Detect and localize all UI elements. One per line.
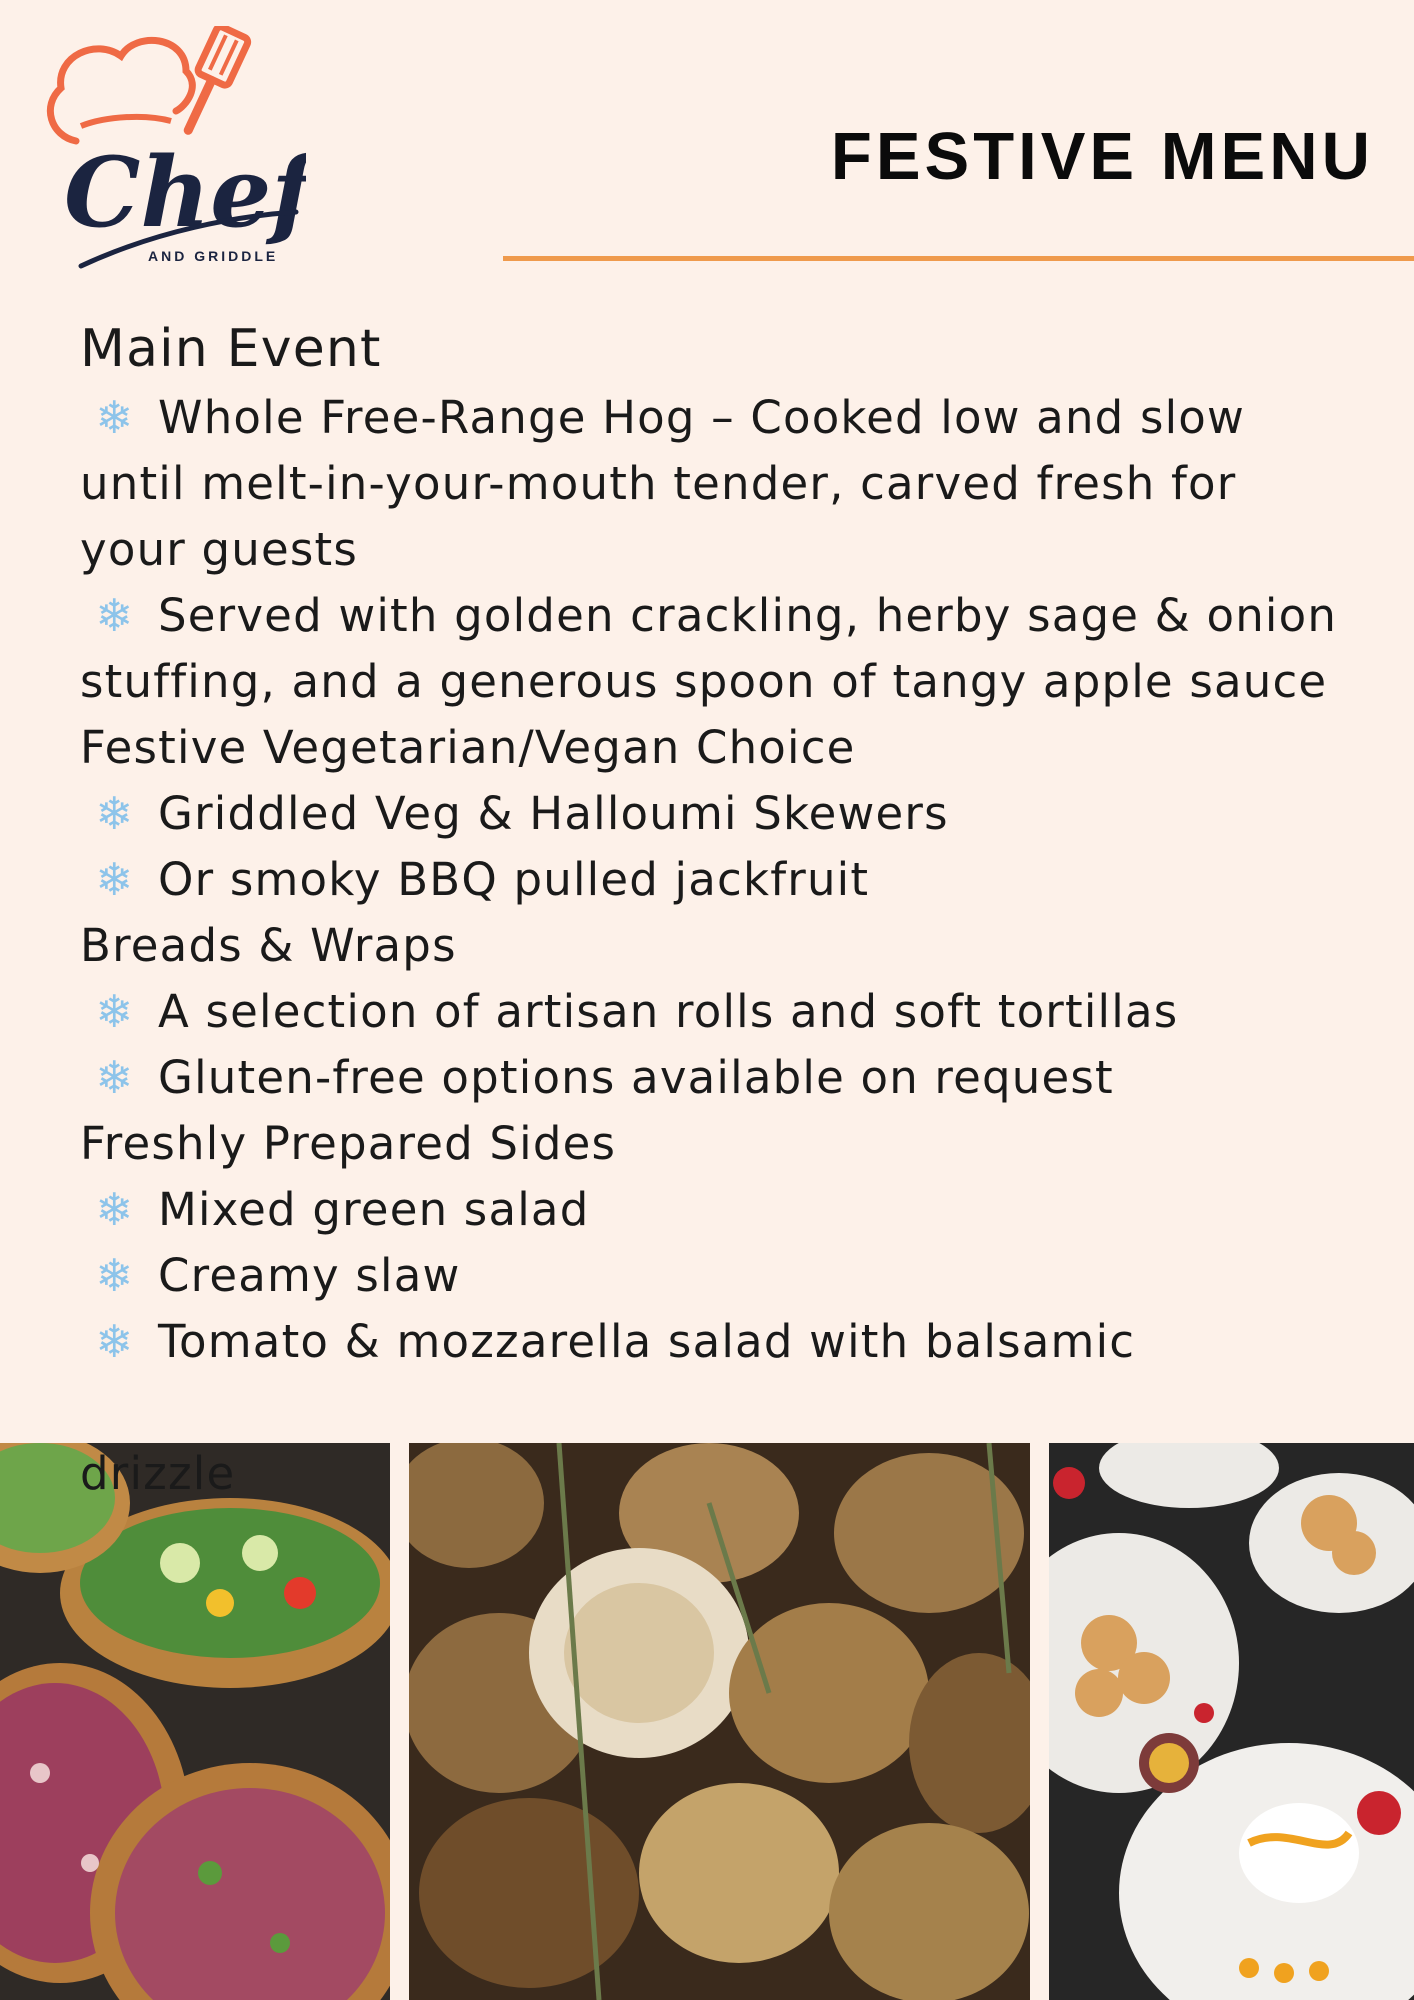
section-heading-sides: Freshly Prepared Sides — [80, 1117, 617, 1170]
menu-item: ❄ A selection of artisan rolls and soft tortillas — [80, 979, 1350, 1045]
menu-item: ❄ Mixed green salad — [80, 1177, 1350, 1243]
snowflake-icon: ❄ — [95, 1315, 135, 1368]
food-photo-strip — [0, 1443, 1414, 2000]
menu-item: ❄ Served with golden crackling, herby sage & onion stuffing, and a generous spoon of tangy apple sauce — [80, 583, 1350, 715]
menu-item: ❄ Griddled Veg & Halloumi Skewers — [80, 781, 1350, 847]
snowflake-icon: ❄ — [95, 391, 135, 444]
accent-divider — [503, 256, 1414, 261]
menu-item: ❄ Gluten-free options available on request — [80, 1045, 1350, 1111]
menu-item: ❄ Tomato & mozzarella salad with balsamic — [80, 1309, 1350, 1375]
menu-title: FESTIVE MENU — [830, 119, 1374, 194]
menu-content — [80, 313, 1350, 1375]
snowflake-icon: ❄ — [95, 853, 135, 906]
snowflake-icon: ❄ — [95, 787, 135, 840]
menu-item: ❄ Whole Free-Range Hog – Cooked low and slow until melt-in-your-mouth tender, carved fresh for your guests — [80, 385, 1350, 583]
menu-item: ❄ Or smoky BBQ pulled jackfruit — [80, 847, 1350, 913]
chef-and-griddle-logo — [36, 26, 306, 276]
section-heading-breads: Breads & Wraps — [80, 919, 457, 972]
menu-item-overflow: drizzle — [80, 1447, 236, 1500]
snowflake-icon: ❄ — [95, 985, 135, 1038]
roast-potatoes-photo — [409, 1443, 1030, 2000]
section-heading-vegetarian: Festive Vegetarian/Vegan Choice — [80, 721, 856, 774]
salad-bowls-photo — [0, 1443, 390, 2000]
snowflake-icon: ❄ — [95, 1051, 135, 1104]
svg-text:Chef: Chef — [64, 136, 306, 249]
section-heading-main-event: Main Event — [80, 319, 382, 379]
snowflake-icon: ❄ — [95, 589, 135, 642]
svg-text:AND GRIDDLE: AND GRIDDLE — [148, 248, 279, 264]
desserts-photo — [1049, 1443, 1414, 2000]
snowflake-icon: ❄ — [95, 1183, 135, 1236]
snowflake-icon: ❄ — [95, 1249, 135, 1302]
menu-item: ❄ Creamy slaw — [80, 1243, 1350, 1309]
